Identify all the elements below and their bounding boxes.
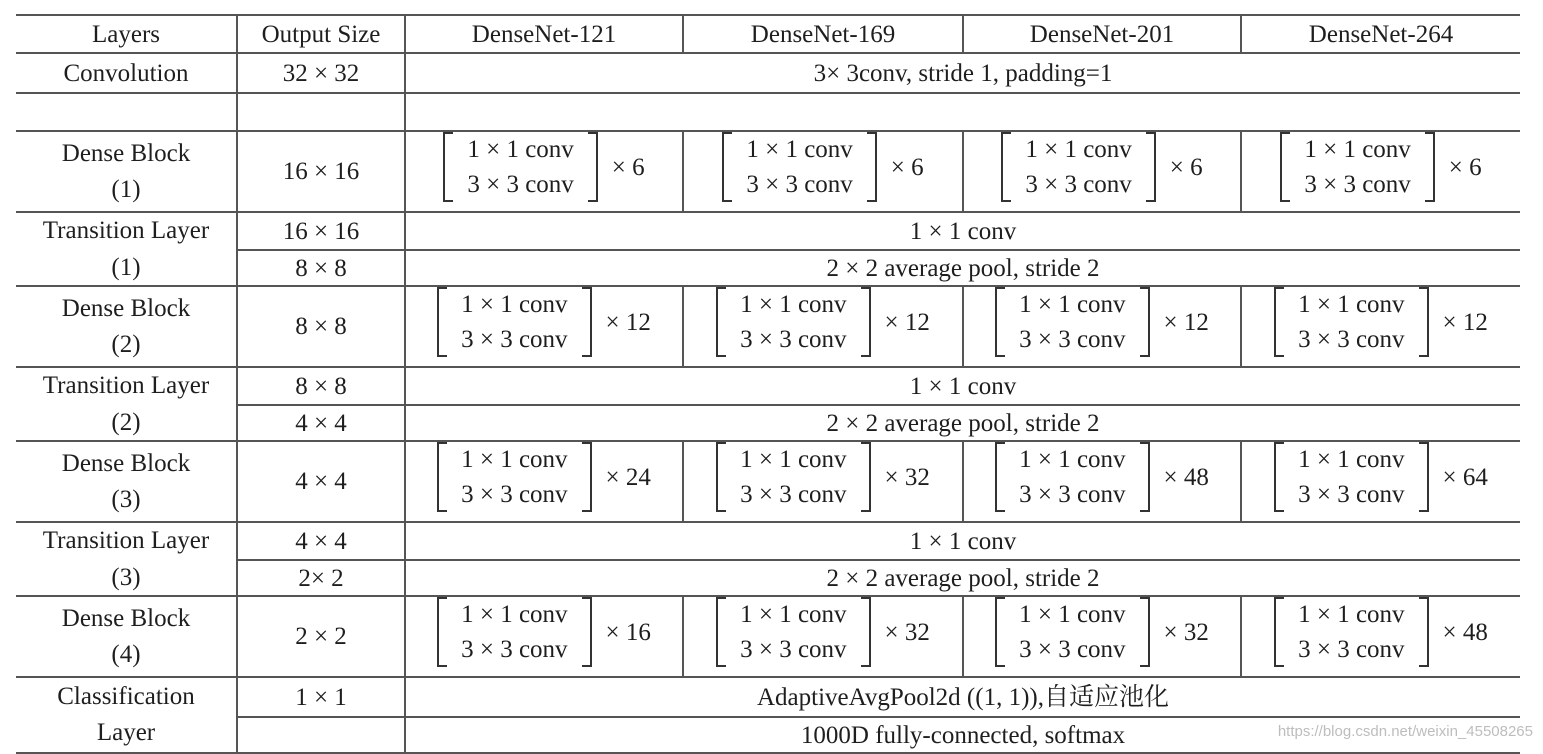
right-bracket (861, 287, 871, 357)
transition-row (16, 367, 1520, 405)
layer-name-line2: (2) (111, 330, 141, 358)
header-densenet-121: DenseNet-121 (405, 15, 683, 53)
conv-line1: 1 × 1 conv (1019, 291, 1126, 318)
block-cell (963, 131, 1241, 212)
left-bracket (995, 287, 1005, 357)
conv-line1: 1 × 1 conv (1019, 446, 1126, 473)
block-cell (405, 131, 683, 212)
right-bracket (1425, 132, 1435, 202)
operation: 2 × 2 average pool, stride 2 (405, 250, 1520, 286)
repeat-count: × 12 (1442, 308, 1488, 336)
conv-line2: 3 × 3 conv (740, 636, 847, 663)
left-bracket (722, 132, 732, 202)
transition-row (16, 405, 1520, 441)
layer-name-line1: Dense Block (61, 604, 191, 632)
block-cell (683, 596, 963, 677)
conv-line1: 1 × 1 conv (740, 446, 847, 473)
layer-name (16, 286, 237, 367)
right-bracket (582, 597, 592, 667)
conv-line2: 3 × 3 conv (1304, 171, 1411, 198)
repeat-count: × 32 (884, 463, 930, 491)
repeat-count: × 24 (605, 463, 651, 491)
conv-line1: 1 × 1 conv (1298, 446, 1405, 473)
conv-line2: 3 × 3 conv (740, 326, 847, 353)
left-bracket (437, 597, 447, 667)
block-cell (1241, 286, 1520, 367)
header-densenet-264: DenseNet-264 (1241, 15, 1520, 53)
output-size: 4 × 4 (237, 441, 405, 522)
layer-name (16, 212, 237, 286)
header-densenet-169: DenseNet-169 (683, 15, 963, 53)
output-size: 8 × 8 (237, 367, 405, 405)
header-layers: Layers (16, 15, 237, 53)
conv-line1: 1 × 1 conv (461, 446, 568, 473)
right-bracket (1419, 597, 1429, 667)
left-bracket (1274, 597, 1284, 667)
header-densenet-201: DenseNet-201 (963, 15, 1241, 53)
right-bracket (861, 597, 871, 667)
right-bracket (582, 442, 592, 512)
block-cell (1241, 596, 1520, 677)
repeat-count: × 6 (1448, 153, 1482, 181)
blank-cell (16, 93, 237, 131)
left-bracket (716, 287, 726, 357)
right-bracket (582, 287, 592, 357)
right-bracket (588, 132, 598, 202)
right-bracket (867, 132, 877, 202)
left-bracket (443, 132, 453, 202)
conv-line1: 1 × 1 conv (1298, 601, 1405, 628)
right-bracket (1140, 597, 1150, 667)
output-size: 16 × 16 (237, 212, 405, 250)
layer-name-line2: (3) (111, 485, 141, 513)
layer-name (16, 441, 237, 522)
layer-name-line1: Transition Layer (42, 217, 210, 244)
output-size: 2 × 2 (237, 596, 405, 677)
operation: 1 × 1 conv (405, 212, 1520, 250)
conv-line2: 3 × 3 conv (740, 481, 847, 508)
left-bracket (437, 287, 447, 357)
transition-row (16, 212, 1520, 250)
block-cell (683, 131, 963, 212)
output-size: 8 × 8 (237, 286, 405, 367)
repeat-count: × 32 (1163, 618, 1209, 646)
operation: 1 × 1 conv (405, 522, 1520, 560)
repeat-count: × 12 (1163, 308, 1209, 336)
classification-row (16, 677, 1520, 717)
conv-line2: 3 × 3 conv (1298, 326, 1405, 353)
conv-line1: 1 × 1 conv (746, 136, 853, 163)
left-bracket (716, 597, 726, 667)
conv-line2: 3 × 3 conv (1019, 326, 1126, 353)
repeat-count: × 32 (884, 618, 930, 646)
watermark-url: https://blog.csdn.net/weixin_45508265 (1277, 723, 1533, 740)
block-cell (963, 286, 1241, 367)
operation: 2 × 2 average pool, stride 2 (405, 405, 1520, 441)
conv-line2: 3 × 3 conv (461, 481, 568, 508)
left-bracket (995, 442, 1005, 512)
conv-line2: 3 × 3 conv (746, 171, 853, 198)
conv-line2: 3 × 3 conv (1298, 481, 1405, 508)
right-bracket (1146, 132, 1156, 202)
layer-name-line1: Classification (57, 683, 195, 710)
layer-name-line2: (3) (111, 564, 141, 591)
convolution-row (16, 53, 1520, 93)
transition-row (16, 250, 1520, 286)
left-bracket (1280, 132, 1290, 202)
layer-name-line1: Dense Block (61, 139, 191, 167)
conv-line1: 1 × 1 conv (1304, 136, 1411, 163)
operation: 3× 3conv, stride 1, padding=1 (405, 53, 1520, 93)
layer-name (16, 677, 237, 753)
repeat-count: × 12 (884, 308, 930, 336)
block-cell (683, 286, 963, 367)
block-cell (1241, 131, 1520, 212)
conv-line1: 1 × 1 conv (1298, 291, 1405, 318)
dense-block-row (16, 441, 1520, 522)
conv-line1: 1 × 1 conv (461, 601, 568, 628)
densenet-architecture-table-container (16, 14, 1520, 749)
layer-name-line1: Dense Block (61, 294, 191, 322)
block-cell (963, 596, 1241, 677)
conv-line1: 1 × 1 conv (740, 291, 847, 318)
dense-block-row (16, 596, 1520, 677)
layer-name-line1: Dense Block (61, 449, 191, 477)
densenet-architecture-table (16, 14, 1520, 754)
dense-block-row (16, 286, 1520, 367)
left-bracket (1001, 132, 1011, 202)
left-bracket (1274, 442, 1284, 512)
right-bracket (1419, 442, 1429, 512)
layer-name-line2: (1) (111, 254, 141, 281)
blank-cell (405, 93, 1520, 131)
conv-line2: 3 × 3 conv (1298, 636, 1405, 663)
output-size: 32 × 32 (237, 53, 405, 93)
left-bracket (1274, 287, 1284, 357)
block-cell (963, 441, 1241, 522)
repeat-count: × 12 (605, 308, 651, 336)
output-size: 2× 2 (237, 560, 405, 596)
blank-row (16, 93, 1520, 131)
output-size: 1 × 1 (237, 677, 405, 717)
conv-line1: 1 × 1 conv (467, 136, 574, 163)
block-cell (405, 286, 683, 367)
block-cell (405, 596, 683, 677)
block-cell (683, 441, 963, 522)
dense-block-row (16, 131, 1520, 212)
conv-line2: 3 × 3 conv (467, 171, 574, 198)
layer-name (16, 522, 237, 596)
repeat-count: × 6 (890, 153, 924, 181)
repeat-count: × 6 (1169, 153, 1203, 181)
left-bracket (437, 442, 447, 512)
header-row (16, 15, 1520, 53)
layer-name-line2: (1) (111, 175, 141, 203)
layer-name-line2: (2) (111, 409, 141, 436)
right-bracket (861, 442, 871, 512)
layer-name: Convolution (16, 53, 237, 93)
right-bracket (1140, 442, 1150, 512)
layer-name-line2: Layer (96, 719, 156, 746)
conv-line1: 1 × 1 conv (461, 291, 568, 318)
output-size: 16 × 16 (237, 131, 405, 212)
repeat-count: × 64 (1442, 463, 1488, 491)
conv-line1: 1 × 1 conv (1025, 136, 1132, 163)
conv-line1: 1 × 1 conv (740, 601, 847, 628)
block-cell (405, 441, 683, 522)
operation: 1000D fully-connected, softmax (405, 717, 1520, 753)
conv-line2: 3 × 3 conv (1025, 171, 1132, 198)
operation: 1 × 1 conv (405, 367, 1520, 405)
output-size: 4 × 4 (237, 522, 405, 560)
right-bracket (1140, 287, 1150, 357)
repeat-count: × 6 (611, 153, 645, 181)
output-size: 4 × 4 (237, 405, 405, 441)
left-bracket (716, 442, 726, 512)
left-bracket (995, 597, 1005, 667)
header-output-size: Output Size (237, 15, 405, 53)
repeat-count: × 48 (1163, 463, 1209, 491)
right-bracket (1419, 287, 1429, 357)
conv-line2: 3 × 3 conv (1019, 481, 1126, 508)
conv-line1: 1 × 1 conv (1019, 601, 1126, 628)
conv-line2: 3 × 3 conv (461, 636, 568, 663)
layer-name (16, 596, 237, 677)
layer-name-line1: Transition Layer (42, 372, 210, 399)
block-cell (1241, 441, 1520, 522)
transition-row (16, 560, 1520, 596)
layer-name-line1: Transition Layer (42, 527, 210, 554)
layer-name (16, 367, 237, 441)
layer-name (16, 131, 237, 212)
repeat-count: × 16 (605, 618, 651, 646)
operation: AdaptiveAvgPool2d ((1, 1)),自适应池化 (405, 677, 1520, 717)
operation: 2 × 2 average pool, stride 2 (405, 560, 1520, 596)
repeat-count: × 48 (1442, 618, 1488, 646)
blank-cell (237, 93, 405, 131)
transition-row (16, 522, 1520, 560)
conv-line2: 3 × 3 conv (1019, 636, 1126, 663)
layer-name-line2: (4) (111, 640, 141, 668)
output-size: 8 × 8 (237, 250, 405, 286)
conv-line2: 3 × 3 conv (461, 326, 568, 353)
